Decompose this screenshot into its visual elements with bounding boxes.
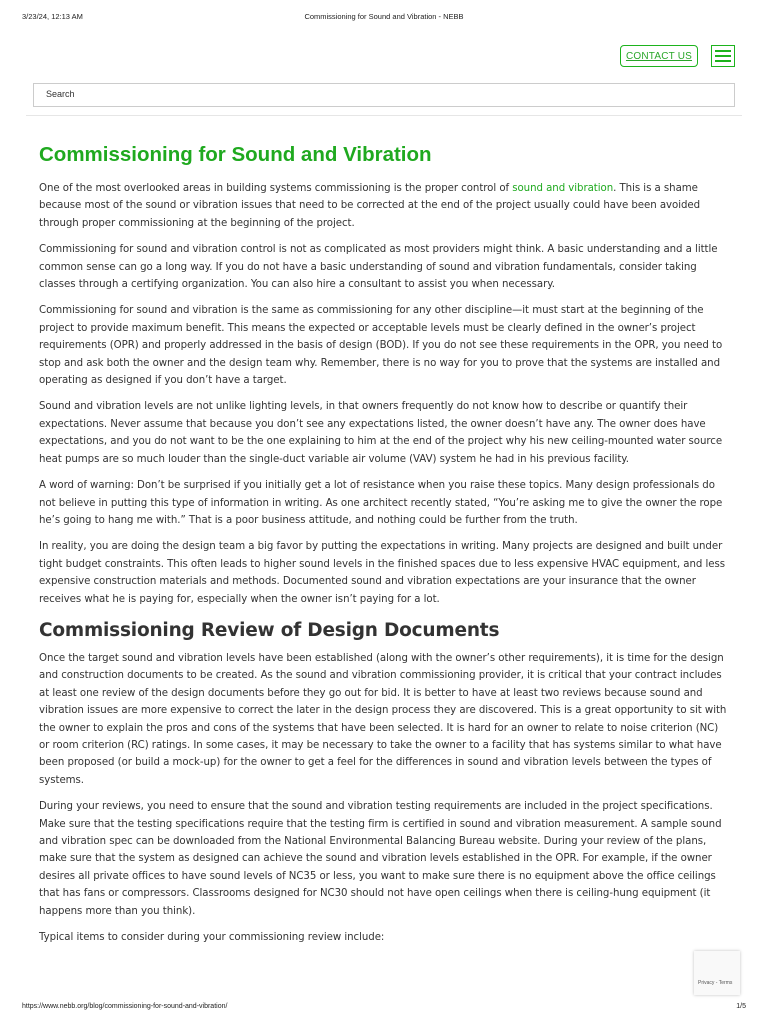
paragraph-8: During your reviews, you need to ensure that the sound and vibration testing requirements are included in the project specifications. Make sure that the testing specifications require that the testing firm is certified in sound and vibration measurement. A sample sound and vibration spec can be downloaded from the National Environmental Balancing Bureau website. During your review of the plans, make sure that the system as designed can achieve the sound and vibration levels established in the OPR. For example, if the owner desires all private offices to have sound levels of NC35 or less, you want to make sure there is no equipment above the office ceilings that has fans or compressors. Classrooms designed for NC30 should not have open ceilings when there is ceiling-hung equipment (it happens more than you think).: [39, 801, 722, 917]
contact-us-button[interactable]: CONTACT US: [620, 45, 698, 67]
recaptcha-links[interactable]: Privacy - Terms: [698, 980, 733, 986]
hamburger-menu-icon[interactable]: [711, 45, 735, 67]
paragraph-3: Commissioning for sound and vibration is the same as commissioning for any other discipline—it must start at the beginning of the project to provide maximum benefit. This means the expected or acceptable levels must be clearly defined in the owner’s project requirements (OPR) and properly addressed in the basis of design (BOD). If you do not see these requirements in the OPR, you need to stop and ask both the owner and the design team why. Remember, there is no way for you to prove that the systems are installed and operating as designed if you don’t have a target.: [39, 305, 723, 387]
print-page-number: 1/5: [736, 1003, 746, 1010]
search-label: Search: [46, 89, 75, 99]
menu-line: [715, 60, 731, 62]
paragraph-6: In reality, you are doing the design team a big favor by putting the expectations in writing. Many projects are designed and built under tight budget constraints. This often leads to higher sound levels in the finished spaces due to less expensive HVAC equipment, and less expensive construction materials and methods. Documented sound and vibration expectations are your insurance that the owner receives what he is paying for, especially when the owner isn’t paying for a lot.: [39, 541, 726, 605]
print-footer: [0, 1003, 768, 1015]
paragraph-intro-start: One of the most overlooked areas in building systems commissioning is the proper control of: [39, 183, 513, 194]
paragraph-5: A word of warning: Don’t be surprised if you initially get a lot of resistance when you raise these topics. Many design professionals do not believe in putting this type of information in writing. As one architect recently stated, “You’re asking me to give the owner the rope he’s going to hang me with.” That is a poor business attitude, and nothing could be further from the truth.: [39, 480, 723, 526]
print-datetime: 3/23/24, 12:13 AM: [22, 12, 83, 21]
menu-line: [715, 50, 731, 52]
paragraph-7: Once the target sound and vibration levels have been established (along with the owner’s other requirements), it is time for the design and construction documents to be created. As the sound and vibration commissioning provider, it is critical that your contract includes at least one review of the design documents before they go out for bid. It is better to have at least two reviews because sound and vibration issues are more expensive to correct the later in the design process they are discovered. This is a great opportunity to sit with the owner to explain the pros and cons of the systems that have been selected. It is hard for an owner to relate to noise criterion (NC) or room criterion (RC) ratings. In some cases, it may be necessary to take the owner to a facility that has systems similar to what have been proposed (or build a mock-up) for the owner to get a feel for the differences in sound and vibration levels between the types of systems.: [39, 652, 727, 786]
header-divider: [26, 115, 742, 116]
recaptcha-badge[interactable]: [694, 951, 740, 995]
paragraph-intro-end: . This is a shame because most of the sound or vibration issues that need to be corrected at the end of the project usually could have been avoided through proper commissioning at the beginning of the project.: [39, 183, 701, 229]
print-document-title: Commissioning for Sound and Vibration - NEBB: [304, 12, 464, 21]
print-url: https://www.nebb.org/blog/commissioning-for-sound-and-vibration/: [22, 1003, 228, 1010]
paragraph-4: Sound and vibration levels are not unlike lighting levels, in that owners frequently do not know how to describe or quantify their expectations. Never assume that because you don’t see any expectations listed, the owner doesn’t have any. The owner does have expectations, and you do not want to be the one explaining to him at the end of the project why his new ceiling-mounted water source heat pumps are so much louder than the single-duct variable air volume (VAV) system he had in his previous facility.: [39, 401, 723, 465]
sound-and-vibration-link[interactable]: sound and vibration: [512, 183, 614, 194]
paragraph-2: Commissioning for sound and vibration control is not as complicated as most providers might think. A basic understanding and a little common sense can go a long way. If you do not have a basic understanding of sound and vibration fundamentals, consider taking classes through a certifying organization. You can also hire a consultant to assist you when necessary.: [39, 244, 718, 291]
print-header: [0, 10, 768, 24]
paragraph-intro: [39, 180, 729, 232]
search-input[interactable]: [33, 83, 735, 107]
section-heading-design-review: Commissioning Review of Design Documents: [39, 619, 500, 641]
menu-line: [715, 55, 731, 57]
article-body: [39, 143, 729, 955]
paragraph-9: Typical items to consider during your commissioning review include:: [39, 932, 385, 944]
article-title: Commissioning for Sound and Vibration: [39, 143, 432, 166]
